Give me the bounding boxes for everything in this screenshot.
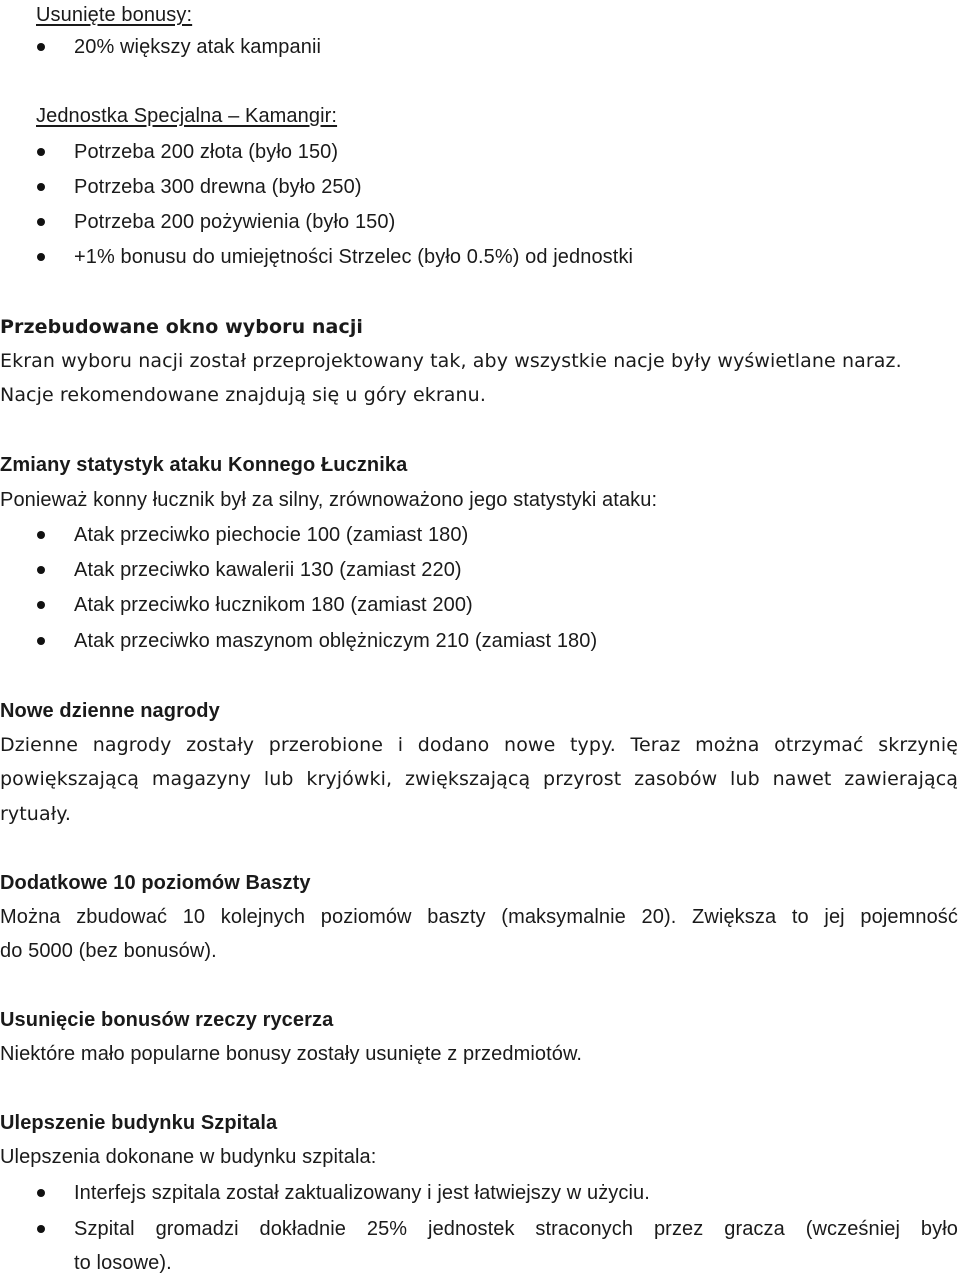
list-item — [0, 1214, 960, 1244]
bullet-icon — [37, 1189, 45, 1197]
horse-archer-heading: Zmiany statystyk ataku Konnego Łucznika — [0, 454, 408, 476]
nation-screen-line1: Ekran wyboru nacji został przeprojektowany tak, aby wszystkie nacje były wyświetlane naraz. — [0, 350, 902, 372]
list-item — [0, 555, 960, 585]
tower-levels-line2: do 5000 (bez bonusów). — [0, 940, 217, 962]
bullet-icon — [37, 183, 45, 191]
daily-rewards-line3: rytuały. — [0, 803, 71, 825]
list-item-continuation: to losowe). — [74, 1252, 172, 1274]
bullet-icon — [37, 253, 45, 261]
nation-screen-heading: Przebudowane okno wyboru nacji — [0, 316, 364, 338]
list-item — [0, 1178, 960, 1208]
tower-levels-heading: Dodatkowe 10 poziomów Baszty — [0, 872, 311, 894]
daily-rewards-line2: powiększającą magazyny lub kryjówki, zwiększającą przyrost zasobów lub nawet zawierającą — [0, 768, 958, 790]
list-item — [0, 520, 960, 550]
kamangir-heading: Jednostka Specjalna – Kamangir: — [36, 105, 338, 127]
bullet-icon — [37, 148, 45, 156]
daily-rewards-heading: Nowe dzienne nagrody — [0, 700, 220, 722]
list-item-text: Atak przeciwko kawalerii 130 (zamiast 220) — [74, 559, 462, 581]
list-item-text: +1% bonusu do umiejętności Strzelec (było 0.5%) od jednostki — [74, 246, 634, 268]
list-item — [0, 626, 960, 656]
list-item-text: Potrzeba 200 złota (było 150) — [74, 141, 339, 163]
list-item-text: Potrzeba 200 pożywienia (było 150) — [74, 211, 396, 233]
list-item — [0, 172, 960, 202]
bullet-icon — [37, 218, 45, 226]
hospital-heading: Ulepszenie budynku Szpitala — [0, 1112, 278, 1134]
list-item-text: Interfejs szpitala został zaktualizowany i jest łatwiejszy w użyciu. — [74, 1182, 650, 1204]
list-item — [0, 590, 960, 620]
list-item-text: 20% większy atak kampanii — [74, 36, 322, 58]
bullet-icon — [37, 601, 45, 609]
bullet-icon — [37, 43, 45, 51]
bullet-icon — [37, 1225, 45, 1233]
nation-screen-line2: Nacje rekomendowane znajdują się u góry ekranu. — [0, 384, 486, 406]
hospital-intro: Ulepszenia dokonane w budynku szpitala: — [0, 1146, 377, 1168]
bullet-icon — [37, 531, 45, 539]
list-item-text: Atak przeciwko maszynom oblężniczym 210 (zamiast 180) — [74, 630, 598, 652]
knight-items-line1: Niektóre mało popularne bonusy zostały usunięte z przedmiotów. — [0, 1043, 583, 1065]
list-item-text: Atak przeciwko łucznikom 180 (zamiast 200) — [74, 594, 473, 616]
removed-bonuses-heading: Usunięte bonusy: — [36, 4, 193, 26]
knight-items-heading: Usunięcie bonusów rzeczy rycerza — [0, 1009, 334, 1031]
list-item-text: Potrzeba 300 drewna (było 250) — [74, 176, 362, 198]
list-item — [0, 32, 960, 62]
horse-archer-intro: Ponieważ konny łucznik był za silny, zrównoważono jego statystyki ataku: — [0, 489, 658, 511]
bullet-icon — [37, 566, 45, 574]
list-item — [0, 137, 960, 167]
list-item — [0, 207, 960, 237]
bullet-icon — [37, 637, 45, 645]
list-item — [0, 242, 960, 272]
list-item-text: Szpital gromadzi dokładnie 25% jednostek straconych przez gracza (wcześniej było — [74, 1218, 958, 1240]
tower-levels-line1: Można zbudować 10 kolejnych poziomów baszty (maksymalnie 20). Zwiększa to jej pojemność — [0, 906, 958, 928]
daily-rewards-line1: Dzienne nagrody zostały przerobione i dodano nowe typy. Teraz można otrzymać skrzynię — [0, 734, 958, 756]
list-item-text: Atak przeciwko piechocie 100 (zamiast 180) — [74, 524, 469, 546]
